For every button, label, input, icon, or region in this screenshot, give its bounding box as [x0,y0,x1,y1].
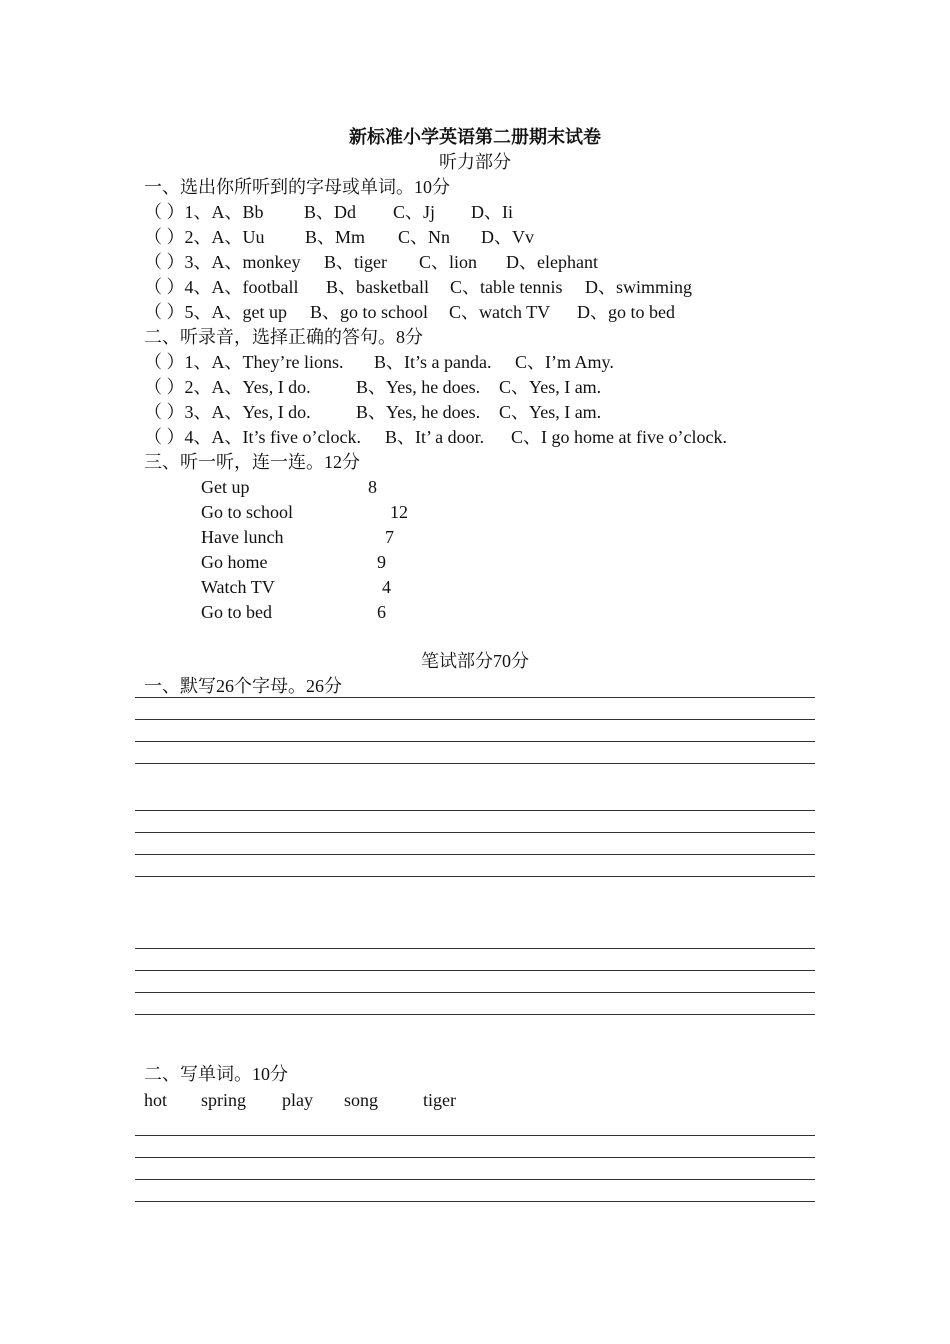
time-label: 6 [377,602,386,622]
option-d: D、Vv [481,227,534,247]
writing-line [135,741,815,742]
word-item: hot [144,1090,168,1110]
option-c: C、Yes, I am. [499,377,602,397]
written-section-1-heading: 一、默写26个字母。26分 [144,676,342,696]
writing-line [135,1157,815,1158]
option-c: C、table tennis [450,277,563,297]
option-d: D、swimming [585,277,693,297]
option-c: C、Jj [393,202,436,222]
time-label: 7 [385,527,394,547]
question-prefix: （ ）1、A、Bb [144,202,264,222]
option-d: D、go to bed [577,302,675,322]
option-c: C、Yes, I am. [499,402,602,422]
option-b: B、Yes, he does. [356,402,481,422]
time-label: 12 [390,502,408,522]
writing-line [135,719,815,720]
writing-line [135,948,815,949]
activity-label: Go to school [201,502,293,522]
writing-line [135,832,815,833]
option-b: B、go to school [310,302,429,322]
word-item: song [344,1090,379,1110]
option-b: B、basketball [326,277,429,297]
option-b: B、Mm [305,227,366,247]
exam-title: 新标准小学英语第二册期末试卷 [349,127,601,147]
activity-label: Go to bed [201,602,272,622]
writing-line [135,1014,815,1015]
writing-line [135,1201,815,1202]
question-prefix: （ ）4、A、football [144,277,299,297]
writing-line [135,876,815,877]
activity-label: Watch TV [201,577,275,597]
option-d: D、Ii [471,202,513,222]
option-b: B、It’s a panda. [374,352,492,372]
writing-line [135,970,815,971]
question-prefix: （ ）3、A、monkey [144,252,301,272]
listening-section-1-heading: 一、选出你所听到的字母或单词。10分 [144,177,450,197]
option-b: B、It’ a door. [385,427,485,447]
time-label: 8 [368,477,377,497]
time-label: 4 [382,577,391,597]
writing-line [135,1179,815,1180]
word-item: play [282,1090,313,1110]
option-b: B、tiger [324,252,387,272]
listening-section-3-heading: 三、听一听，连一连。12分 [144,452,360,472]
writing-line [135,697,815,698]
option-c: C、I’m Amy. [515,352,614,372]
question-prefix: （ ）2、A、Uu [144,227,265,247]
word-item: tiger [423,1090,456,1110]
option-b: B、Dd [304,202,357,222]
listening-heading: 听力部分 [439,152,511,172]
option-b: B、Yes, he does. [356,377,481,397]
writing-line [135,854,815,855]
question-prefix: （ ）1、A、They’re lions. [144,352,344,372]
option-c: C、lion [419,252,478,272]
listening-section-2-heading: 二、听录音，选择正确的答句。8分 [144,327,423,347]
option-c: C、I go home at five o’clock. [511,427,727,447]
question-prefix: （ ）5、A、get up [144,302,287,322]
writing-line [135,763,815,764]
writing-line [135,1135,815,1136]
option-c: C、watch TV [449,302,551,322]
activity-label: Go home [201,552,268,572]
question-prefix: （ ）4、A、It’s five o’clock. [144,427,361,447]
written-section-2-heading: 二、写单词。10分 [144,1064,288,1084]
written-heading: 笔试部分70分 [421,651,529,671]
activity-label: Get up [201,477,250,497]
activity-label: Have lunch [201,527,284,547]
question-prefix: （ ）3、A、Yes, I do. [144,402,311,422]
writing-line [135,810,815,811]
writing-line [135,992,815,993]
word-item: spring [201,1090,246,1110]
question-prefix: （ ）2、A、Yes, I do. [144,377,311,397]
option-d: D、elephant [506,252,598,272]
option-c: C、Nn [398,227,451,247]
time-label: 9 [377,552,386,572]
